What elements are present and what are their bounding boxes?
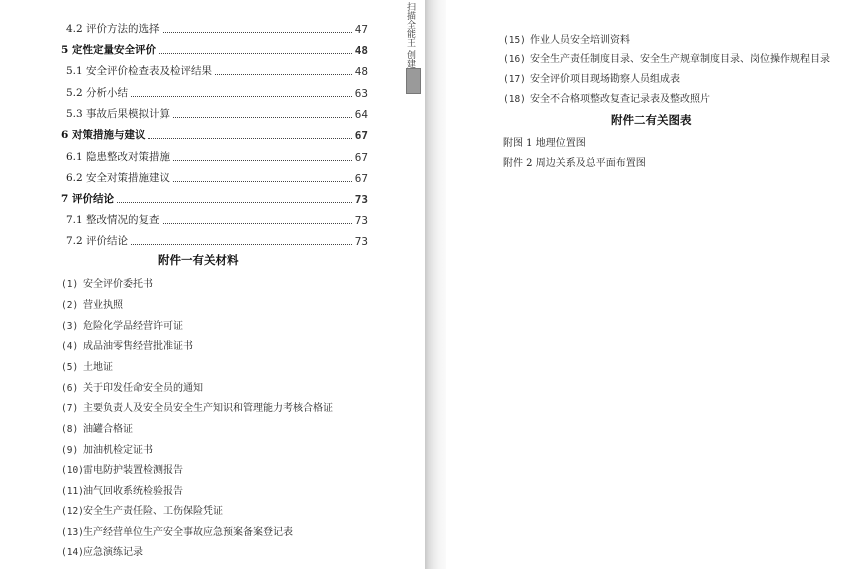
- item-number: (15): [503, 35, 526, 46]
- toc-entry-5-1: [66, 58, 368, 78]
- toc-entry-page: 48: [354, 65, 368, 78]
- toc-leader: [173, 160, 352, 161]
- item-number: (6): [61, 383, 79, 394]
- item-text: 雷电防护装置检测报告: [83, 465, 183, 476]
- item-number: (18): [503, 94, 526, 105]
- toc-entry-page: 67: [354, 172, 368, 185]
- item-number: (10): [61, 465, 84, 476]
- attachment1-item: [503, 70, 680, 85]
- toc-entry-title: 5.2 分析小结: [66, 87, 129, 99]
- item-text: 生产经营单位生产安全事故应急预案备案登记表: [83, 527, 293, 538]
- toc-entry-page: 73: [354, 193, 368, 206]
- item-text: 应急演练记录: [83, 547, 143, 558]
- item-text: 安全评价项目现场勘察人员组成表: [530, 74, 680, 85]
- toc-entry-page: 73: [354, 214, 368, 227]
- toc-entry-title: 7.1 整改情况的复查: [66, 214, 160, 226]
- item-text: 成品油零售经营批准证书: [83, 341, 193, 352]
- item-text: 安全生产责任制度目录、安全生产规章制度目录、岗位操作规程目录: [530, 54, 830, 65]
- toc-entry-4-2: [66, 16, 368, 36]
- toc-entry-title: 7.2 评价结论: [66, 235, 129, 247]
- attachment1-item: [503, 50, 830, 65]
- toc-entry-page: 64: [354, 108, 368, 121]
- toc-leader: [159, 53, 352, 54]
- attachment2-title: 附件二有关图表: [611, 113, 692, 127]
- watermark-text: 扫描全能王 创建: [405, 2, 415, 68]
- attachment1-item: [61, 317, 183, 332]
- item-number: (4): [61, 341, 79, 352]
- toc-entry-title: 5.1 安全评价检查表及检评结果: [66, 65, 213, 77]
- toc-entry-title: 7 评价结论: [61, 193, 114, 205]
- attachment1-item: [61, 337, 193, 352]
- attachment1-item: [503, 31, 630, 46]
- attachment1-item: [61, 399, 333, 414]
- attachment1-item: [61, 441, 153, 456]
- item-text: 加油机检定证书: [83, 445, 153, 456]
- toc-entry-title: 6.2 安全对策措施建议: [66, 172, 171, 184]
- toc-entry-page: 47: [354, 23, 368, 36]
- item-text: 安全生产责任险、工伤保险凭证: [83, 506, 223, 517]
- item-text: 安全评价委托书: [83, 279, 153, 290]
- attachment1-item: [503, 90, 710, 105]
- item-text: 安全不合格项整改复查记录表及整改照片: [530, 94, 710, 105]
- toc-leader: [163, 32, 352, 33]
- item-text: 作业人员安全培训资料: [530, 35, 630, 46]
- item-text: 主要负责人及安全员安全生产知识和管理能力考核合格证: [83, 403, 333, 414]
- toc-entry-title: 4.2 评价方法的选择: [66, 23, 160, 35]
- item-number: (5): [61, 362, 79, 373]
- item-number: (9): [61, 445, 79, 456]
- toc-entry-title: 5.3 事故后果模拟计算: [66, 108, 171, 120]
- item-text: 营业执照: [83, 300, 123, 311]
- toc-leader: [215, 74, 352, 75]
- attachment2-item: 附图 1 地理位置图: [503, 138, 586, 149]
- attachment1-item: [61, 523, 293, 538]
- attachment1-item: [61, 461, 183, 476]
- toc-entry-title: 6 对策措施与建议: [61, 129, 146, 141]
- item-number: (3): [61, 321, 79, 332]
- attachment1-item: [61, 379, 203, 394]
- item-number: (12): [61, 506, 84, 517]
- item-number: (17): [503, 74, 526, 85]
- item-number: (1): [61, 279, 79, 290]
- toc-leader: [117, 202, 352, 203]
- item-text: 油罐合格证: [83, 424, 133, 435]
- toc-leader: [173, 117, 352, 118]
- toc-entry-7-2: [66, 228, 368, 248]
- toc-entry-page: 67: [354, 129, 368, 142]
- item-text: 关于印发任命安全员的通知: [83, 383, 203, 394]
- toc-entry-page: 73: [354, 235, 368, 248]
- toc-entry-5-3: [66, 101, 368, 121]
- item-number: (2): [61, 300, 79, 311]
- toc-leader: [163, 223, 352, 224]
- attachment1-item: [61, 482, 183, 497]
- toc-entry-6: [61, 122, 368, 142]
- attachment1-item: [61, 275, 153, 290]
- toc-entry-6-2: [66, 165, 368, 185]
- attachment1-item: [61, 296, 123, 311]
- scanner-watermark: [402, 0, 422, 96]
- item-text: 土地证: [83, 362, 113, 373]
- item-text: 危险化学品经营许可证: [83, 321, 183, 332]
- toc-leader: [131, 244, 352, 245]
- toc-leader: [148, 138, 351, 139]
- page-gutter: [425, 0, 446, 569]
- toc-entry-7: [61, 186, 368, 206]
- item-number: (7): [61, 403, 79, 414]
- attachment1-item: [61, 358, 113, 373]
- item-number: (14): [61, 547, 84, 558]
- item-text: 油气回收系统检验报告: [83, 486, 183, 497]
- item-number: (11): [61, 486, 84, 497]
- toc-leader: [173, 181, 352, 182]
- qr-code-icon: [406, 68, 421, 94]
- attachment1-title: 附件一有关材料: [158, 253, 239, 267]
- toc-entry-page: 67: [354, 151, 368, 164]
- toc-entry-title: 5 定性定量安全评价: [61, 44, 156, 56]
- attachment2-item: 附件 2 周边关系及总平面布置图: [503, 158, 646, 169]
- attachment1-item: [61, 502, 223, 517]
- toc-entry-title: 6.1 隐患整改对策措施: [66, 151, 171, 163]
- right-page: [446, 0, 851, 569]
- toc-entry-page: 48: [354, 44, 368, 57]
- toc-entry-7-1: [66, 207, 368, 227]
- item-number: (16): [503, 54, 526, 65]
- toc-entry-5-2: [66, 80, 368, 100]
- toc-entry-6-1: [66, 144, 368, 164]
- attachment1-item: [61, 543, 143, 558]
- toc-entry-5: [61, 37, 368, 57]
- toc-leader: [131, 96, 352, 97]
- item-number: (13): [61, 527, 84, 538]
- item-number: (8): [61, 424, 79, 435]
- toc-entry-page: 63: [354, 87, 368, 100]
- attachment1-item: [61, 420, 133, 435]
